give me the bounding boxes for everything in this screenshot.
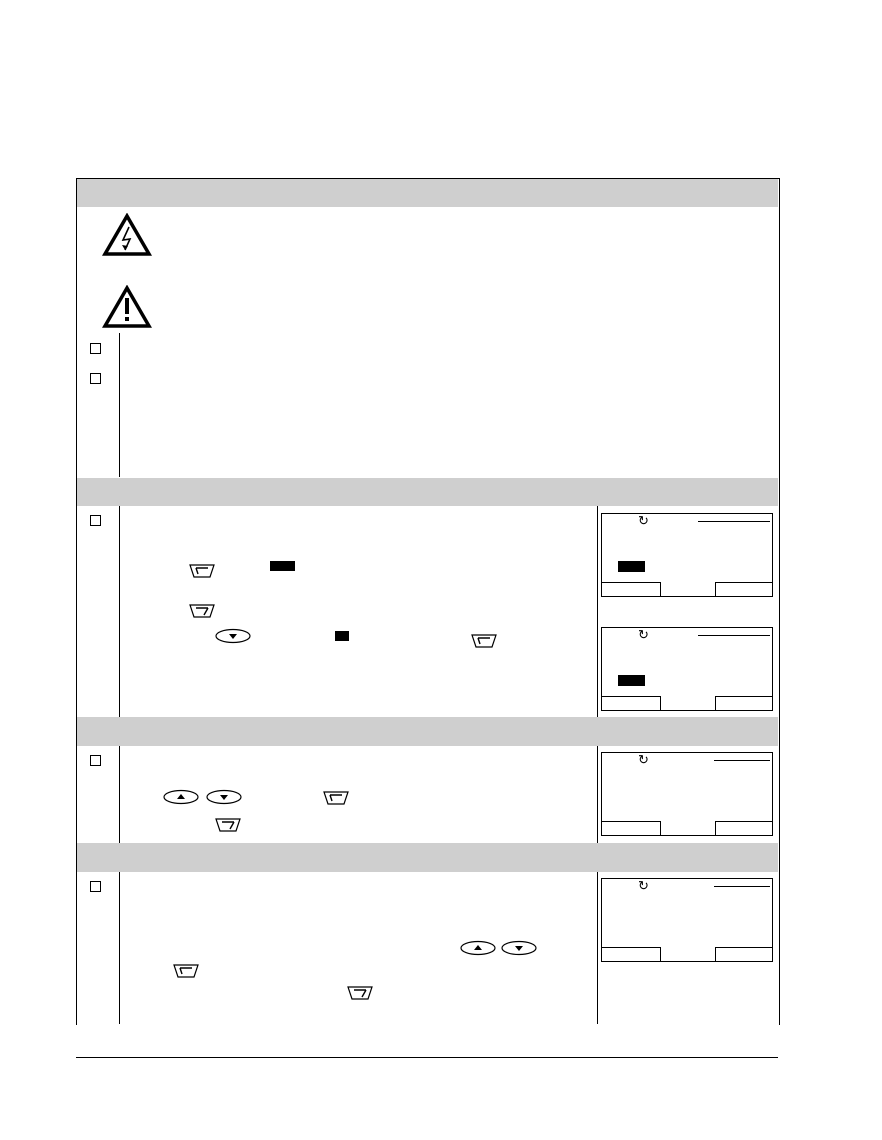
highlighted-key-label [335,631,349,641]
control-panel-display [601,878,773,962]
left-softkey-icon [322,790,350,806]
checkbox-step-1[interactable] [90,343,101,354]
column-rule-5 [597,746,598,843]
control-panel-display [601,513,773,597]
down-arrow-key-icon [214,628,252,644]
right-softkey-icon [188,603,216,619]
column-rule-1 [119,333,120,477]
display-header-line [714,886,770,887]
control-panel-display [601,752,773,836]
display-header-line [714,760,770,761]
rotation-direction-icon: ↻ [638,627,649,642]
up-arrow-key-icon [459,940,497,956]
right-softkey-icon [346,985,374,1001]
control-panel-display [601,627,773,711]
display-left-softkey-area [602,696,661,710]
column-rule-3 [597,506,598,717]
checkbox-step-4[interactable] [90,755,101,766]
section-header-application [77,843,778,872]
checkbox-step-5[interactable] [90,881,101,892]
display-left-softkey-area [602,821,661,835]
display-selection-highlight [618,675,645,686]
general-warning-icon [102,285,152,329]
display-selection-highlight [618,561,645,572]
column-rule-6 [119,872,120,1024]
column-rule-4 [119,746,120,843]
left-softkey-icon [172,963,200,979]
up-arrow-key-icon [162,789,200,805]
display-right-softkey-area [715,947,772,961]
checkbox-step-2[interactable] [90,373,101,384]
display-header-line [698,521,770,522]
rotation-direction-icon: ↻ [638,878,649,893]
display-right-softkey-area [715,696,772,710]
footer-rule [76,1057,778,1058]
section-header-language [77,478,778,506]
right-softkey-icon [214,817,242,833]
display-header-line [698,635,770,636]
down-arrow-key-icon [500,940,538,956]
column-rule-7 [597,872,598,1024]
left-softkey-icon [470,633,498,649]
display-right-softkey-area [715,582,772,596]
section-header-safety [77,179,778,207]
rotation-direction-icon: ↻ [638,513,649,528]
left-softkey-icon [188,563,216,579]
down-arrow-key-icon [205,789,243,805]
rotation-direction-icon: ↻ [638,752,649,767]
highlighted-key-label [270,561,295,571]
checkbox-step-3[interactable] [90,515,101,526]
column-rule-2 [119,506,120,717]
electrical-hazard-icon [102,213,152,257]
display-left-softkey-area [602,947,661,961]
display-left-softkey-area [602,582,661,596]
section-header-motor-data [77,717,778,746]
display-right-softkey-area [715,821,772,835]
